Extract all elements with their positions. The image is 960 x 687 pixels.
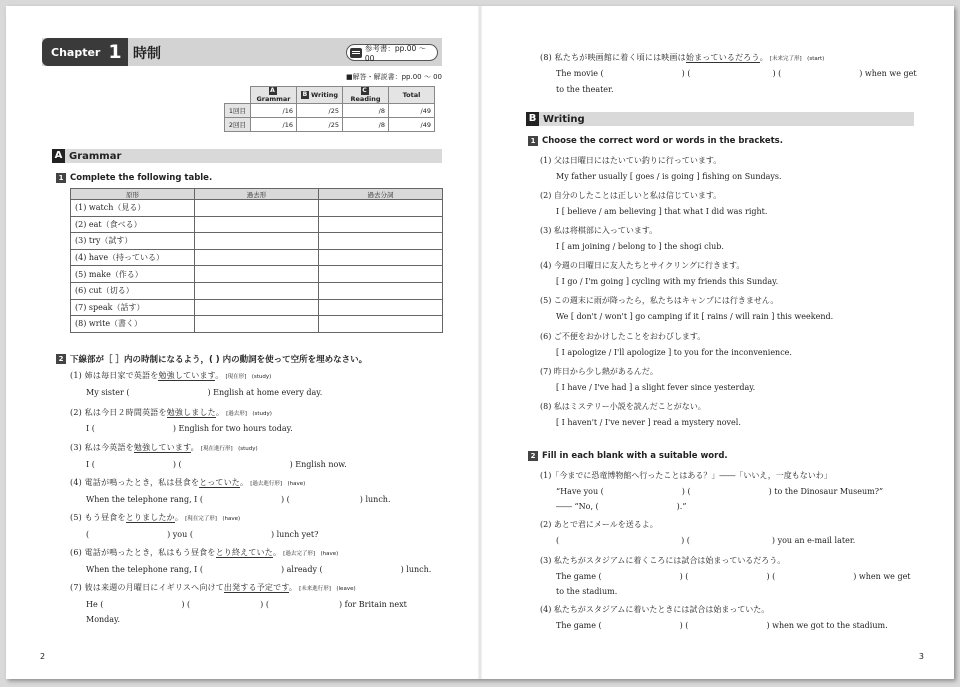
b-q1-answer-5[interactable]: We [ don't / won't ] go camping if it [ rains / will rain ] this weekend.: [556, 312, 834, 321]
question-number-icon: 1: [528, 136, 538, 146]
past-form-cell[interactable]: [195, 316, 319, 333]
b-q1-answer-3[interactable]: I [ am joining / belong to ] the shogi club.: [556, 242, 724, 251]
section-b-title: Writing: [543, 113, 585, 125]
b-q2-item-4: (4) 私たちがスタジアムに着いたときには試合は始まっていた。: [540, 605, 770, 614]
letter-a-icon: A: [270, 87, 275, 94]
b-q1-answer-8[interactable]: [ I haven't / I've never ] read a mystery novel.: [556, 418, 741, 427]
a-q2-item-4: (4) 電話が鳴ったとき，私は昼食をとっていた。 [過去進行形] (have): [70, 478, 306, 487]
b-q1-answer-4[interactable]: [ I go / I'm going ] cycling with my friends this Sunday.: [556, 277, 779, 286]
page-number-right: 3: [918, 652, 924, 661]
section-a-letter: A: [52, 149, 65, 163]
past-form-cell[interactable]: [195, 233, 319, 250]
question-number-icon: 2: [56, 354, 66, 364]
past-participle-cell[interactable]: [319, 282, 443, 299]
verb-forms-table: 原形 過去形 過去分詞 (1) watch（見る） (2) eat（食べる） (3) try（試す） (4) have（持っている） (5) make（作る） (6) cut（切る） (7) speak（話す） (8) write（書く）: [70, 188, 443, 333]
b-q1-item-6: (6) ご不便をおかけしたことをおわびします。: [540, 332, 706, 341]
b-q2-item-1: (1)「今までに恐竜博物館へ行ったことはある？」――「いいえ，一度もないわ」: [540, 471, 832, 480]
table-row: (6) cut（切る）: [71, 282, 443, 299]
a-q2-item-2: (2) 私は今日２時間英語を勉強しました。 [過去形] (study): [70, 408, 272, 417]
past-participle-cell[interactable]: [319, 233, 443, 250]
letter-c-icon: C: [362, 87, 367, 94]
reference-pill: [346, 44, 438, 61]
a-q2-answer-8-cont: to the theater.: [556, 85, 614, 94]
a-q2-item-1: (1) 姉は毎日家で英語を勉強しています。 [現在形] (study): [70, 371, 272, 380]
a-q2-item-3: (3) 私は今英語を勉強しています。 [現在進行形] (study): [70, 443, 258, 452]
letter-b-icon: B: [302, 91, 308, 98]
b-q2-answer-3: The game ( ) ( ) ( ) when we get: [556, 572, 911, 581]
left-page: [6, 6, 480, 679]
score-row: 1回目 /16 /25 /8 /49: [225, 104, 435, 118]
chapter-number: 1: [108, 41, 122, 63]
score-header-grammar: AGrammar: [251, 87, 297, 104]
past-form-cell[interactable]: [195, 266, 319, 283]
b-q1-answer-7[interactable]: [ I have / I've had ] a slight fever since yesterday.: [556, 383, 756, 392]
a-q2-header: [56, 353, 367, 365]
score-row: 2回目 /16 /25 /8 /49: [225, 118, 435, 132]
table-row: (5) make（作る）: [71, 266, 443, 283]
score-header-reading: CReading: [343, 87, 389, 104]
a-q1-header: [56, 173, 212, 183]
past-form-cell[interactable]: [195, 282, 319, 299]
a-q2-answer-3: I ( ) ( ) English now.: [86, 460, 347, 469]
b-q2-answer-4: The game ( ) ( ) when we got to the stadium.: [556, 621, 888, 630]
a-q2-answer-2: I ( ) English for two hours today.: [86, 424, 293, 433]
score-header-writing: B Writing: [297, 87, 343, 104]
past-participle-cell[interactable]: [319, 249, 443, 266]
a-q2-item-7: (7) 彼は来週の月曜日にイギリスへ向けて出発する予定です。 [未来進行形] (leave): [70, 583, 356, 592]
book-spread: [6, 6, 954, 679]
a-q2-answer-6: When the telephone rang, I ( ) already ( ) lunch.: [86, 565, 432, 574]
b-q1-header: [528, 136, 783, 146]
past-participle-cell[interactable]: [319, 266, 443, 283]
b-q2-answer-1-cont: ―― “No, ( ).”: [556, 502, 687, 511]
b-q2-answer-1: “Have you ( ) ( ) to the Dinosaur Museum?”: [556, 487, 884, 496]
b-q1-answer-2[interactable]: I [ believe / am believing ] that what I did was right.: [556, 207, 768, 216]
b-q1-prompt: Choose the correct word or words in the brackets.: [542, 136, 783, 146]
section-a-header: [52, 149, 442, 163]
question-number-icon: 2: [528, 451, 538, 461]
past-participle-cell[interactable]: [319, 200, 443, 217]
b-q2-answer-2: ( ) ( ) you an e-mail later.: [556, 536, 856, 545]
chapter-tab: [42, 38, 128, 66]
a-q2-answer-8: The movie ( ) ( ) ( ) when we get: [556, 69, 917, 78]
score-table: [224, 86, 435, 132]
table-row: (7) speak（話す）: [71, 299, 443, 316]
b-q1-item-7: (7) 昨日から少し熱があるんだ。: [540, 367, 658, 376]
a-q2-item-8: (8) 私たちが映画館に着く頃には映画は始まっているだろう。 [未来完了形] (start): [540, 53, 825, 62]
table-row: (2) eat（食べる）: [71, 216, 443, 233]
b-q1-answer-6[interactable]: [ I apologize / I'll apologize ] to you for the inconvenience.: [556, 348, 792, 357]
right-page: [480, 6, 954, 679]
question-number-icon: 1: [56, 173, 66, 183]
score-header-total: Total: [389, 87, 435, 104]
section-b-header: [526, 112, 914, 126]
table-row: (4) have（持っている）: [71, 249, 443, 266]
b-q2-header: [528, 451, 728, 461]
past-participle-cell[interactable]: [319, 316, 443, 333]
b-q1-item-5: (5) この週末に雨が降ったら，私たちはキャンプには行きません。: [540, 296, 779, 305]
a-q2-answer-4: When the telephone rang, I ( ) ( ) lunch.: [86, 495, 391, 504]
b-q1-item-8: (8) 私はミステリー小説を読んだことがない。: [540, 402, 706, 411]
b-q2-answer-3-cont: to the stadium.: [556, 587, 618, 596]
page-number-left: 2: [40, 652, 46, 661]
past-participle-cell[interactable]: [319, 299, 443, 316]
past-form-cell[interactable]: [195, 299, 319, 316]
b-q1-item-3: (3) 私は将棋部に入っています。: [540, 226, 658, 235]
b-q2-prompt: Fill in each blank with a suitable word.: [542, 451, 728, 461]
a-q1-prompt: Complete the following table.: [70, 173, 213, 183]
chapter-word: Chapter: [51, 45, 101, 59]
table-row: (1) watch（見る）: [71, 200, 443, 217]
a-q2-answer-7: He ( ) ( ) ( ) for Britain next: [86, 600, 407, 609]
a-q2-answer-7-cont: Monday.: [86, 615, 121, 624]
past-form-cell[interactable]: [195, 216, 319, 233]
a-q2-answer-1: My sister ( ) English at home every day.: [86, 388, 323, 397]
b-q1-item-1: (1) 父は日曜日にはたいてい釣りに行っています。: [540, 156, 722, 165]
a-q2-prompt: 下線部が［ ］内の時制になるよう，( ) 内の動詞を使って空所を埋めなさい。: [70, 355, 368, 365]
b-q2-item-2: (2) あとで君にメールを送るよ。: [540, 520, 658, 529]
b-q2-item-3: (3) 私たちがスタジアムに着くころには試合は始まっているだろう。: [540, 556, 786, 565]
answer-reference: ■解答・解説書：pp.00 ～ 00: [346, 73, 442, 81]
book-icon: [350, 48, 362, 58]
reference-text: 参考書：pp.00 ～ 00: [364, 43, 427, 63]
b-q1-item-2: (2) 自分のしたことは正しいと私は信じています。: [540, 191, 722, 200]
section-b-letter: B: [526, 112, 539, 126]
past-form-cell[interactable]: [195, 249, 319, 266]
past-participle-cell[interactable]: [319, 216, 443, 233]
past-form-cell[interactable]: [195, 200, 319, 217]
a-q2-answer-5: ( ) you ( ) lunch yet?: [86, 530, 319, 539]
chapter-title: 時制: [133, 46, 161, 62]
b-q1-item-4: (4) 今週の日曜日に友人たちとサイクリングに行きます。: [540, 261, 745, 270]
a-q2-item-6: (6) 電話が鳴ったとき，私はもう昼食をとり終えていた。 [過去完了形] (have): [70, 548, 339, 557]
section-a-title: Grammar: [69, 150, 122, 162]
table-row: (8) write（書く）: [71, 316, 443, 333]
a-q2-item-5: (5) もう昼食をとりましたか。 [現在完了形] (have): [70, 513, 241, 522]
b-q1-answer-1[interactable]: My father usually [ goes / is going ] fishing on Sundays.: [556, 172, 782, 181]
table-row: (3) try（試す）: [71, 233, 443, 250]
